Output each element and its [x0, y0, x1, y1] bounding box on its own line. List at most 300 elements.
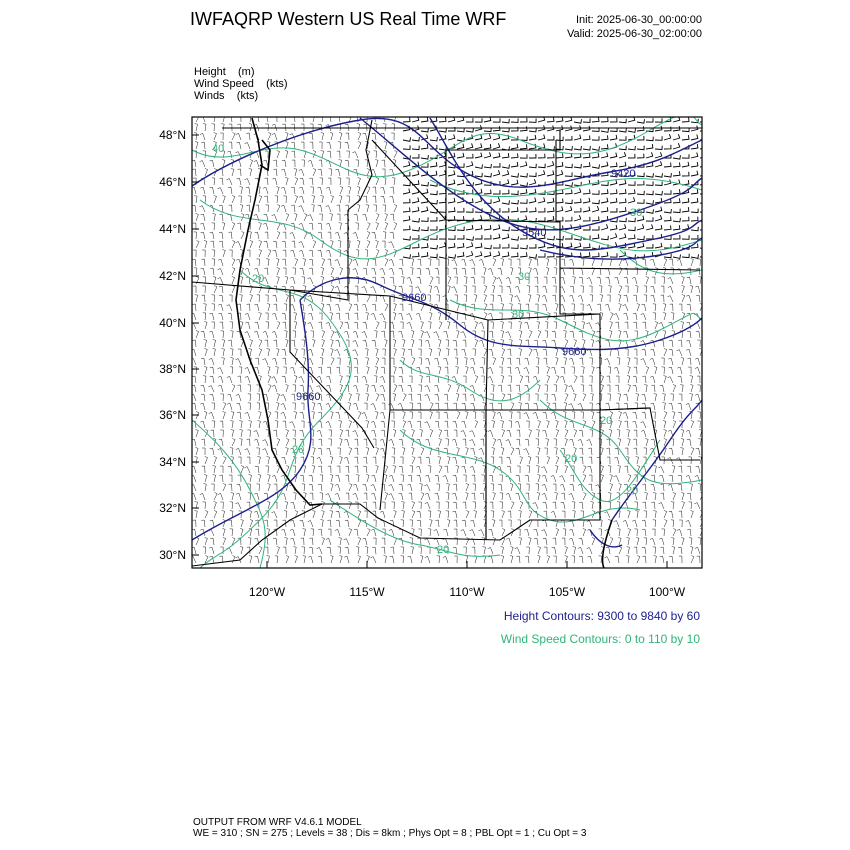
wind-barb — [335, 169, 340, 176]
wind-barb — [309, 475, 313, 482]
wind-barb — [610, 153, 617, 158]
wind-barb — [664, 180, 671, 186]
wind-barb — [277, 439, 280, 447]
wind-barb — [619, 146, 626, 150]
wind-barb — [354, 304, 358, 311]
wind-barb — [607, 457, 610, 464]
wind-barb — [425, 332, 431, 338]
wind-barb — [268, 412, 271, 420]
wind-barb — [673, 235, 680, 239]
wind-barb — [272, 133, 277, 140]
wind-barb — [526, 547, 529, 554]
wind-barb — [235, 503, 241, 509]
longitude-label: 110°W — [449, 585, 485, 599]
wind-barb — [625, 286, 628, 293]
wind-barb — [362, 332, 367, 339]
wind-barb — [365, 385, 368, 392]
wind-barb — [218, 493, 223, 500]
wind-barb — [590, 430, 593, 437]
wind-barb — [570, 484, 574, 491]
wind-barb — [519, 538, 522, 545]
wind-barb — [534, 403, 538, 410]
wind-barb — [436, 259, 439, 266]
wind-barb — [436, 277, 439, 284]
wind-barb — [426, 457, 430, 464]
wind-barb — [502, 511, 505, 519]
wind-barb — [322, 502, 325, 510]
wind-barb — [201, 439, 205, 446]
wind-barb — [301, 367, 305, 374]
wind-barb — [291, 205, 295, 212]
wind-barb — [472, 268, 475, 275]
wind-barb — [281, 205, 286, 212]
wind-barb — [691, 556, 694, 564]
wind-barb — [201, 358, 205, 365]
wind-barb — [430, 254, 437, 258]
wind-barb — [339, 421, 342, 428]
wind-barb — [345, 142, 349, 149]
wind-barb — [196, 214, 199, 222]
latitude-label: 40°N — [159, 316, 186, 330]
wind-barb — [358, 142, 361, 150]
wind-barb — [470, 260, 475, 267]
wind-barb — [607, 376, 610, 383]
wind-barb — [578, 295, 583, 302]
wind-barb — [673, 198, 680, 203]
wind-barb — [484, 295, 487, 303]
wind-barb — [210, 448, 214, 455]
wind-barb — [519, 349, 522, 356]
wind-barb — [308, 349, 313, 356]
wind-barb — [669, 349, 673, 356]
wind-barb — [219, 295, 223, 302]
wind-barb — [430, 430, 433, 438]
wind-barb — [430, 162, 437, 167]
wind-barb — [249, 475, 252, 482]
wind-barb — [273, 241, 277, 248]
wind-barb — [590, 502, 593, 509]
wind-barb — [245, 449, 251, 455]
wind-barb — [461, 466, 466, 473]
wind-barb — [247, 304, 250, 311]
wind-barb — [587, 548, 592, 555]
wind-barb — [374, 205, 377, 212]
wind-barb — [435, 520, 439, 527]
wind-barb — [247, 250, 250, 257]
wind-barb — [205, 169, 208, 177]
wind-barb — [677, 529, 682, 536]
wind-barb — [664, 190, 671, 194]
wind-barb — [698, 259, 701, 266]
wind-speed-contour-label: 20 — [252, 273, 265, 285]
wind-barb — [552, 394, 557, 401]
wind-barb — [335, 529, 340, 536]
wind-barb — [364, 493, 367, 500]
wind-barb — [525, 439, 529, 446]
wind-barb — [607, 439, 611, 446]
wind-barb — [662, 367, 665, 374]
wind-barb — [617, 529, 620, 536]
wind-barb — [547, 376, 550, 384]
wind-barb — [353, 341, 358, 348]
wind-barb — [644, 538, 647, 545]
wind-barb — [664, 225, 671, 230]
wind-barb — [652, 277, 655, 284]
wind-barb — [628, 154, 635, 158]
wind-barb — [511, 200, 518, 204]
wind-barb — [385, 466, 388, 474]
wind-barb — [318, 556, 322, 563]
wind-barb — [464, 286, 467, 293]
wind-barb — [209, 331, 214, 338]
wind-barb — [520, 502, 523, 510]
wind-barb — [366, 475, 369, 483]
wind-barb — [326, 448, 331, 455]
wind-barb — [465, 412, 468, 420]
wind-barb — [284, 331, 287, 338]
wind-barb — [491, 295, 494, 302]
wind-barb — [457, 412, 460, 420]
wind-barb — [455, 295, 458, 302]
wind-barb — [565, 439, 568, 447]
wind-barb — [570, 331, 574, 338]
wind-barb — [651, 349, 656, 356]
wind-barb — [635, 286, 638, 293]
wind-barb — [574, 243, 581, 248]
wind-barb — [628, 197, 635, 203]
wind-barb — [601, 385, 604, 393]
wind-barb — [380, 385, 385, 392]
wind-barb — [601, 128, 609, 132]
wind-barb — [646, 224, 653, 230]
wind-barb — [664, 259, 667, 267]
wind-barb — [583, 189, 590, 194]
wind-barb — [662, 529, 665, 536]
wind-barb — [390, 187, 394, 194]
wind-barb — [211, 430, 214, 437]
wind-barb — [563, 331, 566, 338]
wind-barb — [310, 538, 314, 545]
wind-barb — [439, 170, 446, 176]
wind-barb — [678, 376, 682, 383]
wind-barb — [696, 466, 700, 473]
wind-barb — [236, 448, 241, 455]
wind-barb — [380, 376, 385, 383]
wind-barb — [229, 232, 233, 239]
wind-barb — [606, 340, 610, 347]
wind-barb — [312, 511, 315, 519]
wind-barb — [538, 243, 545, 248]
wind-barb — [363, 268, 367, 275]
wind-barb — [434, 358, 439, 365]
wind-barb — [591, 340, 594, 348]
wind-barb — [290, 367, 295, 374]
wind-barb — [222, 349, 225, 356]
wind-barb — [196, 241, 199, 249]
wind-barb — [201, 268, 206, 275]
wind-barb — [425, 422, 431, 428]
wind-barb — [650, 259, 655, 266]
wind-barb — [308, 313, 313, 320]
wind-barb — [337, 367, 341, 374]
wind-barb — [435, 403, 439, 410]
wind-barb — [448, 385, 451, 393]
wind-barb — [421, 493, 424, 501]
wind-barb — [201, 394, 205, 401]
wind-barb — [655, 161, 662, 167]
wind-barb — [493, 538, 496, 546]
wind-barb — [230, 421, 233, 428]
wind-barb — [536, 484, 539, 491]
wind-barb — [303, 502, 306, 510]
wind-barb — [362, 287, 367, 294]
wind-barb — [474, 295, 477, 303]
wind-barb — [618, 439, 621, 446]
wind-barb — [277, 322, 280, 330]
wind-barb — [533, 529, 538, 536]
model-version: OUTPUT FROM WRF V4.6.1 MODEL — [193, 817, 362, 828]
wind-barb — [668, 296, 674, 302]
wind-barb — [579, 448, 583, 455]
wind-barb — [428, 529, 431, 536]
wind-barb — [383, 178, 386, 185]
wind-barb — [673, 254, 681, 258]
wind-barb — [410, 520, 413, 527]
wind-barb — [544, 394, 547, 401]
legend-height: Height (m) — [194, 66, 255, 78]
wind-barb — [565, 466, 568, 474]
wind-barb — [263, 187, 268, 194]
wind-barb — [565, 136, 572, 140]
wind-barb — [493, 251, 500, 257]
wind-barb — [340, 430, 343, 438]
height-contours-caption: Height Contours: 9300 to 9840 by 60 — [503, 609, 700, 623]
wind-barb — [664, 209, 671, 213]
wind-barb — [547, 118, 554, 123]
wind-barb — [627, 358, 630, 366]
wind-barb — [673, 171, 680, 176]
wind-barb — [695, 547, 700, 554]
wind-barb — [265, 340, 268, 347]
wind-barb — [300, 475, 304, 482]
wind-barb — [383, 232, 386, 239]
wind-barb — [511, 244, 518, 248]
wind-barb — [552, 331, 556, 338]
wind-barb — [421, 448, 424, 456]
wind-barb — [417, 394, 421, 401]
wind-barb — [281, 187, 286, 194]
wind-barb — [655, 207, 662, 212]
wind-barb — [418, 349, 421, 356]
wind-barb — [463, 547, 466, 554]
wind-barb — [400, 457, 403, 464]
wind-barb — [411, 331, 414, 339]
wind-barb — [275, 556, 278, 563]
wind-barb — [456, 394, 459, 402]
wind-barb — [336, 340, 340, 347]
wind-barb — [687, 529, 691, 536]
wind-barb — [412, 171, 419, 177]
wind-barb — [578, 439, 583, 446]
wind-barb — [272, 377, 278, 383]
wind-barb — [257, 484, 260, 491]
wind-barb — [669, 367, 673, 374]
wind-speed-contour-label: 20 — [437, 544, 450, 556]
wind-barb — [637, 199, 644, 203]
wind-barb — [457, 153, 464, 158]
wind-barb — [464, 358, 467, 365]
wind-barb — [646, 137, 653, 141]
wind-barb — [412, 218, 419, 222]
wind-barb — [321, 268, 324, 275]
wind-barb — [219, 232, 223, 239]
wind-barb — [365, 160, 368, 167]
wind-barb — [337, 214, 340, 221]
wind-barb — [700, 253, 707, 257]
wind-barb — [391, 547, 395, 554]
latitude-label: 32°N — [159, 501, 186, 515]
wind-barb — [635, 511, 638, 518]
wind-barb — [538, 170, 545, 176]
wind-barb — [239, 295, 242, 302]
wind-barb — [668, 358, 673, 365]
wind-barb — [249, 556, 252, 564]
wind-barb — [650, 376, 655, 383]
wind-barb — [679, 556, 682, 563]
wind-barb — [601, 475, 604, 483]
wind-barb — [448, 180, 455, 185]
wind-barb — [482, 358, 485, 365]
wind-barb — [210, 394, 214, 401]
wind-barb — [412, 358, 415, 366]
wind-barb — [380, 295, 385, 302]
wind-barb — [673, 385, 676, 393]
wind-barb — [352, 152, 358, 158]
wind-barb — [565, 146, 572, 150]
wind-barb — [589, 286, 592, 293]
wind-barb — [448, 243, 455, 248]
wind-barb — [223, 457, 226, 465]
wind-barb — [238, 115, 241, 122]
wind-barb — [339, 556, 342, 564]
wind-barb — [245, 412, 250, 419]
wind-barb — [421, 128, 428, 132]
wind-barb — [295, 196, 298, 204]
wind-barb — [526, 376, 530, 383]
wind-barb — [483, 268, 486, 276]
wind-barb — [556, 529, 559, 537]
wind-barb — [421, 331, 424, 339]
wind-barb — [543, 502, 547, 509]
wind-barb — [669, 403, 673, 410]
wind-barb — [491, 340, 494, 347]
wind-barb — [385, 214, 388, 222]
height-contour-9660-north — [300, 278, 702, 350]
wind-barb — [220, 169, 224, 176]
wind-barb — [282, 241, 286, 248]
wind-barb — [277, 394, 280, 402]
wind-barb — [444, 394, 448, 401]
wind-barb — [446, 511, 449, 518]
wind-barb — [327, 142, 331, 149]
wind-barb — [481, 376, 484, 383]
wind-barb — [655, 191, 662, 195]
wind-barb — [516, 439, 520, 446]
wind-barb — [688, 358, 692, 365]
wind-barb — [416, 313, 421, 320]
wind-barb — [619, 207, 626, 212]
wind-barb — [520, 376, 523, 384]
wind-barb — [254, 493, 259, 500]
wind-barb — [634, 547, 637, 554]
wind-barb — [428, 259, 431, 266]
wind-barb — [601, 189, 608, 194]
wind-barb — [312, 412, 315, 419]
wind-barb — [268, 385, 271, 393]
wind-barb — [250, 340, 253, 348]
wind-barb — [372, 232, 376, 239]
wind-barb — [319, 214, 322, 221]
wind-barb — [529, 135, 536, 140]
wind-barb — [529, 154, 536, 158]
wind-barb — [637, 224, 644, 230]
wind-barb — [439, 430, 442, 438]
wind-barb — [454, 430, 457, 437]
wind-barb — [286, 466, 289, 474]
wind-barb — [556, 162, 563, 167]
wind-barb — [686, 349, 691, 356]
wind-barb — [214, 196, 217, 204]
wind-barb — [448, 254, 456, 258]
wind-barb — [327, 547, 331, 554]
wind-barb — [470, 358, 475, 365]
wind-barb — [698, 277, 701, 284]
wind-barb — [372, 304, 376, 311]
wind-barb — [493, 170, 500, 176]
wind-barb — [202, 250, 205, 257]
wind-barb — [302, 484, 305, 491]
wind-barb — [610, 198, 617, 203]
wind-barb — [637, 146, 644, 150]
wind-barb — [277, 466, 280, 474]
wind-barb — [472, 547, 475, 554]
wind-barb — [330, 475, 333, 483]
wind-barb — [454, 349, 457, 356]
wind-barb — [574, 215, 581, 221]
wind-barb — [391, 133, 394, 140]
wind-barb — [470, 530, 475, 537]
wind-barb — [608, 367, 611, 374]
wind-barb — [583, 244, 590, 249]
wind-barb — [696, 331, 700, 338]
wind-barb — [236, 359, 242, 365]
wind-barb — [547, 216, 554, 221]
wind-barb — [294, 313, 297, 320]
wind-barb — [500, 502, 503, 509]
wind-barb — [537, 475, 540, 483]
wind-barb — [679, 520, 682, 527]
wind-barb — [303, 358, 306, 366]
wind-barb — [452, 457, 457, 464]
wind-barb — [255, 115, 259, 122]
wind-barb — [376, 223, 379, 231]
wind-barb — [668, 286, 673, 293]
model-info-footer — [193, 817, 586, 839]
wind-barb — [518, 511, 521, 518]
wind-barb — [581, 259, 584, 266]
wind-barb — [236, 493, 241, 500]
wind-barb — [641, 430, 646, 437]
